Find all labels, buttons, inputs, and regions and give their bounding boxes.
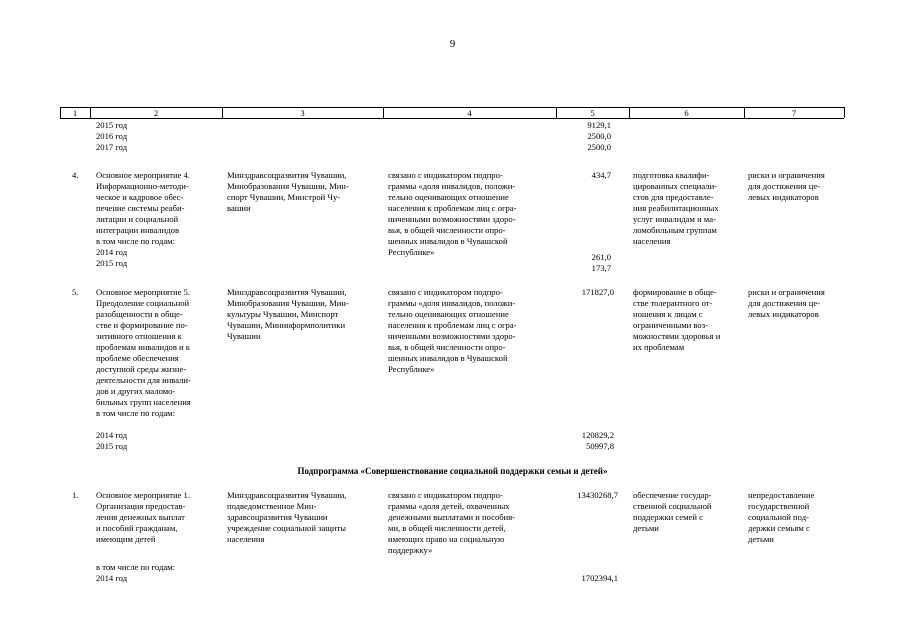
measure-name-line: дов и других маломо- [96, 386, 176, 396]
indicator-line: поддержку» [388, 545, 433, 555]
indicator-line: населения к проблемам лиц с огра- [388, 203, 517, 213]
result-line: стве толерантного от- [633, 298, 713, 308]
indicator-line: Республике» [388, 247, 435, 257]
result-line: подготовка квалифи- [633, 170, 710, 180]
measure-name-line: интеграции инвалидов [96, 225, 179, 235]
year-label: 2014 год [96, 247, 128, 257]
measure-name-line: зитивного отношения к [96, 331, 182, 341]
measure-name-line: Основное мероприятие 1. [96, 490, 190, 500]
amount-value: 13430268,7 [577, 490, 618, 500]
measure-name-line: имеющим детей [96, 534, 156, 544]
risk-line: левых индикаторов [748, 192, 819, 202]
measure-name-line: в том числе по годам: [96, 236, 175, 246]
indicator-line: вья, в общей численности опро- [388, 342, 506, 352]
executor-line: Минобразования Чувашии, Мин- [227, 298, 349, 308]
row-number: 1. [72, 490, 79, 500]
measure-name-line: доступной среды жизне- [96, 364, 187, 374]
measure-name-line: разобщенности в обще- [96, 309, 183, 319]
risk-line: для достижения це- [748, 181, 821, 191]
result-line: можностями здоровья и [633, 331, 721, 341]
column-header-5: 5 [590, 108, 595, 118]
indicator-line: ми, в общей численности детей, [388, 523, 506, 533]
measure-name-line: проблемам инвалидов и к [96, 342, 190, 352]
measure-name-line: стве и формирование по- [96, 320, 188, 330]
result-line: их проблемам [633, 342, 685, 352]
executor-line: культуры Чувашии, Минспорт [227, 309, 339, 319]
indicator-line: денежными выплатами и пособия- [388, 512, 516, 522]
result-line: населения [633, 236, 671, 246]
indicator-line: Республике» [388, 364, 435, 374]
column-header-6: 6 [684, 108, 689, 118]
row-number: 5. [72, 287, 79, 297]
result-line: услуг инвалидам и ма- [633, 214, 716, 224]
indicator-line: граммы «доля инвалидов, положи- [388, 298, 516, 308]
column-header-4: 4 [467, 108, 472, 118]
indicator-line: ниченными возможностями здоро- [388, 214, 516, 224]
amount-value: 2500,0 [587, 142, 611, 152]
amount-value: 171827,0 [581, 287, 614, 297]
column-header-3: 3 [300, 108, 305, 118]
indicator-line: тельно оценивающих отношение [388, 192, 509, 202]
risk-line: риски и ограничения [748, 287, 825, 297]
risk-line: детьми [748, 534, 774, 544]
executor-line: Минздравсоцразвития Чувашии, [227, 170, 347, 180]
executor-line: подведомственное Мин- [227, 501, 317, 511]
subprogram-title: Подпрограмма «Совершенствование социальной поддержки семьи и детей» [297, 466, 608, 476]
risk-line: для достижения це- [748, 298, 821, 308]
measure-name-line: печение системы реаби- [96, 203, 185, 213]
year-label: 2016 год [96, 131, 128, 141]
indicator-line: связано с индикатором подпро- [388, 170, 503, 180]
risk-line: государственной [748, 501, 810, 511]
amount-value: 261,0 [591, 252, 611, 262]
executor-line: вашии [227, 203, 251, 213]
column-header-1: 1 [72, 108, 78, 118]
measure-name-line: Информационно-методи- [96, 181, 189, 191]
indicator-line: тельно оценивающих отношение [388, 309, 509, 319]
measure-name-line: ления денежных выплат [96, 512, 185, 522]
column-header-7: 7 [791, 108, 797, 118]
amount-value: 9129,1 [587, 120, 611, 130]
result-line: формирование в обще- [633, 287, 717, 297]
executor-line: здравсоцразвития Чувашии [227, 512, 328, 522]
executor-line: Минобразования Чувашии, Мин- [227, 181, 349, 191]
indicator-line: ниченными возможностями здоро- [388, 331, 516, 341]
result-line: ношения к лицам с [633, 309, 703, 319]
measure-name-line: в том числе по годам: [96, 408, 175, 418]
executor-line: учреждение социальной защиты [227, 523, 347, 533]
year-label: 2017 год [96, 142, 128, 152]
amount-value: 120829,2 [581, 430, 614, 440]
result-line: поддержки семей с [633, 512, 703, 522]
measure-name-line: Основное мероприятие 5. [96, 287, 190, 297]
measure-name-line: деятельности для инвали- [96, 375, 191, 385]
result-line: цированных специали- [633, 181, 718, 191]
indicator-line: граммы «доля детей, охваченных [388, 501, 510, 511]
measure-name-line: и пособий гражданам, [96, 523, 178, 533]
amount-value: 434,7 [591, 170, 611, 180]
result-line: обеспечение государ- [633, 490, 712, 500]
result-line: детьми [633, 523, 659, 533]
amount-value: 50997,8 [586, 441, 614, 451]
risk-line: риски и ограничения [748, 170, 825, 180]
executor-line: спорт Чувашии, Минстрой Чу- [227, 192, 341, 202]
amount-value: 1702394,1 [581, 573, 618, 583]
measure-name-line: Организация предостав- [96, 501, 186, 511]
measure-name-line: Основное мероприятие 4. [96, 170, 190, 180]
executor-line: Минздравсоцразвития Чувашии, [227, 287, 347, 297]
amount-value: 173,7 [591, 263, 611, 273]
indicator-line: шенных инвалидов в Чувашской [388, 236, 508, 246]
amount-value: 2500,0 [587, 131, 611, 141]
executor-line: населения [227, 534, 265, 544]
measure-name-line: в том числе по годам: [96, 562, 175, 572]
measure-name-line: ческое и кадровое обес- [96, 192, 184, 202]
risk-line: левых индикаторов [748, 309, 819, 319]
page-number: 9 [449, 38, 456, 50]
indicator-line: связано с индикатором подпро- [388, 287, 503, 297]
row-number: 4. [72, 170, 79, 180]
indicator-line: граммы «доля инвалидов, положи- [388, 181, 516, 191]
measure-name-line: Преодоление социальной [96, 298, 190, 308]
year-label: 2015 год [96, 120, 128, 130]
indicator-line: вья, в общей численности опро- [388, 225, 506, 235]
year-label: 2014 год [96, 573, 128, 583]
measure-name-line: бильных групп населения [96, 397, 191, 407]
indicator-line: шенных инвалидов в Чувашской [388, 353, 508, 363]
executor-line: Чувашии, Мининформполитики [227, 320, 346, 330]
year-label: 2015 год [96, 441, 128, 451]
result-line: стов для предоставле- [633, 192, 714, 202]
indicator-line: связано с индикатором подпро- [388, 490, 503, 500]
indicator-line: населения к проблемам лиц с огра- [388, 320, 517, 330]
risk-line: держки семьям с [748, 523, 810, 533]
col-divider [844, 107, 845, 118]
measure-name-line: литации и социальной [96, 214, 179, 224]
result-line: ственной социальной [633, 501, 712, 511]
year-label: 2014 год [96, 430, 128, 440]
indicator-line: имеющих право на социальную [388, 534, 505, 544]
table-header-bottom-border [60, 118, 844, 119]
column-header-2: 2 [153, 108, 159, 118]
executor-line: Чувашии [227, 331, 261, 341]
risk-line: социальной под- [748, 512, 809, 522]
result-line: ломобильным группам [633, 225, 717, 235]
executor-line: Минздравсоцразвития Чувашии, [227, 490, 347, 500]
year-label: 2015 год [96, 258, 128, 268]
measure-name-line: проблеме обеспечения [96, 353, 179, 363]
risk-line: непредоставление [748, 490, 815, 500]
result-line: ния реабилитационных [633, 203, 719, 213]
result-line: ограниченными воз- [633, 320, 708, 330]
